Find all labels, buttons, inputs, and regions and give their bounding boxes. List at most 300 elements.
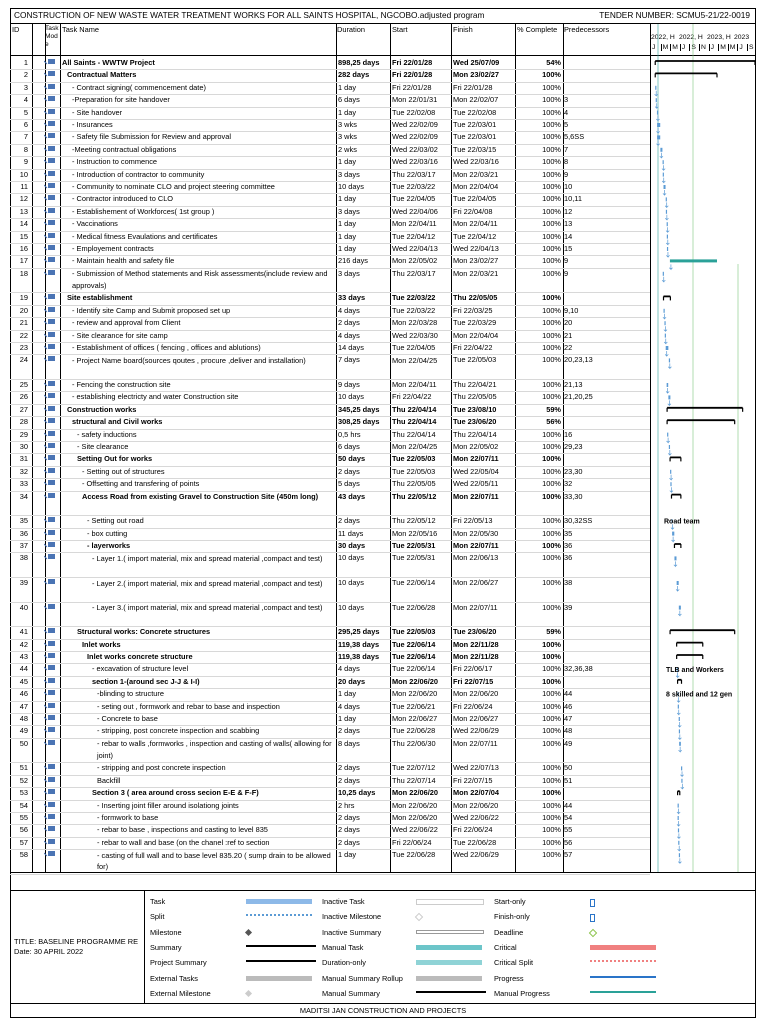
task-row[interactable] xyxy=(10,218,650,231)
link-arrow xyxy=(665,351,668,356)
task-row[interactable] xyxy=(10,639,650,652)
task-predecessors: 44 xyxy=(564,689,573,699)
task-start: Tue 22/05/03 xyxy=(392,627,436,637)
task-row[interactable] xyxy=(10,193,650,206)
task-row[interactable] xyxy=(10,243,650,256)
task-predecessors: 22 xyxy=(564,343,573,352)
task-row[interactable] xyxy=(10,466,650,479)
task-row[interactable] xyxy=(10,255,650,268)
task-start: Tue 22/05/03 xyxy=(392,454,436,464)
task-row[interactable] xyxy=(10,156,650,169)
task-bar[interactable] xyxy=(665,334,666,338)
task-start: Thu 22/03/17 xyxy=(392,268,436,278)
task-mode-icon xyxy=(44,663,60,676)
link-arrow xyxy=(678,846,681,851)
task-duration: 2 days xyxy=(338,775,360,785)
task-name: - Vaccinations xyxy=(72,219,118,229)
task-predecessors: 46 xyxy=(564,701,573,711)
task-row[interactable] xyxy=(10,725,650,738)
task-finish: Mon 22/07/11 xyxy=(453,454,499,464)
task-finish: Mon 22/11/28 xyxy=(453,639,499,649)
task-bar[interactable] xyxy=(667,222,668,226)
task-row[interactable] xyxy=(10,82,650,95)
task-finish: Tue 22/03/01 xyxy=(453,120,497,129)
task-row[interactable] xyxy=(10,169,650,182)
task-id: 26 xyxy=(19,392,28,402)
task-id: 6 xyxy=(23,120,28,129)
task-mode-icon xyxy=(44,491,60,504)
task-row[interactable] xyxy=(10,540,650,553)
task-row[interactable] xyxy=(10,317,650,330)
task-row[interactable] xyxy=(10,701,650,714)
legend-divider xyxy=(144,891,145,1003)
task-row[interactable] xyxy=(10,94,650,107)
task-predecessors: 51 xyxy=(564,775,573,785)
task-bar[interactable] xyxy=(664,185,666,189)
task-name: Setting Out for works xyxy=(77,454,153,464)
task-predecessors: 23,30 xyxy=(564,466,583,476)
task-complete: 100% xyxy=(542,466,561,476)
legend-swatch xyxy=(590,899,595,907)
task-complete: 100% xyxy=(542,788,561,798)
task-row[interactable] xyxy=(10,626,650,639)
task-start: Tue 22/06/14 xyxy=(392,664,436,674)
task-start: Thu 22/04/14 xyxy=(392,429,436,439)
task-row[interactable] xyxy=(10,787,650,800)
task-mode-icon xyxy=(44,453,60,466)
task-finish: Tue 22/03/01 xyxy=(453,132,497,142)
month-tick: J xyxy=(739,44,743,51)
task-mode-icon xyxy=(44,181,60,194)
legend-swatch xyxy=(246,976,312,981)
task-predecessors: 10 xyxy=(564,182,573,191)
task-row[interactable] xyxy=(10,342,650,355)
task-row[interactable] xyxy=(10,144,650,157)
task-bar[interactable] xyxy=(657,111,658,115)
task-mode-icon xyxy=(44,725,60,738)
task-bar[interactable] xyxy=(664,321,665,325)
task-row[interactable] xyxy=(10,552,650,578)
task-duration: 3 days xyxy=(338,169,360,179)
task-mode-icon xyxy=(44,552,60,565)
task-bar[interactable] xyxy=(679,717,680,721)
task-id: 42 xyxy=(19,639,28,649)
task-row[interactable] xyxy=(10,69,650,82)
legend-swatch xyxy=(416,976,482,981)
task-finish: Fri 22/03/25 xyxy=(453,305,493,315)
legend xyxy=(10,890,756,1002)
task-bar[interactable] xyxy=(657,123,660,127)
task-row[interactable] xyxy=(10,800,650,813)
task-mode-icon xyxy=(44,602,60,615)
task-row[interactable] xyxy=(10,515,650,528)
task-name: Site establishment xyxy=(67,293,133,303)
task-start: Mon 22/04/11 xyxy=(392,380,437,389)
task-row[interactable] xyxy=(10,181,650,194)
task-start: Thu 22/05/05 xyxy=(392,479,436,489)
task-id: 4 xyxy=(23,95,28,105)
month-tick: J xyxy=(710,44,714,51)
task-row[interactable] xyxy=(10,849,650,875)
task-duration: 4 days xyxy=(338,664,360,674)
task-name: - formwork to base xyxy=(97,813,159,822)
legend-swatch xyxy=(246,899,312,904)
task-complete: 100% xyxy=(542,107,561,117)
month-tick: M xyxy=(662,44,669,51)
task-finish: Mon 22/06/20 xyxy=(453,800,499,810)
task-name: - Introduction of contractor to community xyxy=(72,169,205,179)
task-predecessors: 55 xyxy=(564,825,573,835)
link-arrow xyxy=(680,771,683,776)
task-name: - Instruction to commence xyxy=(72,157,158,167)
legend-label: Milestone xyxy=(150,927,182,937)
task-bar[interactable] xyxy=(667,383,669,387)
task-row[interactable] xyxy=(10,775,650,788)
legend-label: Critical xyxy=(494,942,517,952)
task-finish: Wed 22/04/13 xyxy=(453,244,499,253)
task-row[interactable] xyxy=(10,206,650,219)
task-mode-icon xyxy=(44,131,60,144)
task-finish: Mon 22/07/11 xyxy=(453,602,498,612)
task-id: 58 xyxy=(19,850,28,860)
task-bar[interactable] xyxy=(672,532,674,536)
task-bar[interactable] xyxy=(663,272,664,276)
task-duration: 43 days xyxy=(338,491,366,501)
task-bar[interactable] xyxy=(678,841,679,845)
task-row[interactable] xyxy=(10,713,650,726)
tender-number: TENDER NUMBER: SCMU5-21/22-0019 xyxy=(599,10,750,20)
task-bar[interactable] xyxy=(656,98,657,102)
task-row[interactable] xyxy=(10,478,650,491)
task-predecessors: 36 xyxy=(564,553,573,563)
task-complete: 100% xyxy=(542,553,561,563)
task-predecessors: 9,10 xyxy=(564,305,579,315)
task-id: 23 xyxy=(19,343,28,352)
task-start: Tue 22/05/31 xyxy=(392,553,436,563)
task-complete: 100% xyxy=(542,541,561,550)
task-start: Tue 22/06/28 xyxy=(392,850,436,860)
task-row[interactable] xyxy=(10,231,650,244)
task-duration: 10 days xyxy=(338,553,364,563)
task-start: Wed 22/04/06 xyxy=(392,206,438,216)
task-bar[interactable] xyxy=(669,358,670,362)
task-name: - Site clearance for site camp xyxy=(72,330,168,340)
task-start: Thu 22/04/14 xyxy=(392,417,437,427)
task-mode-icon xyxy=(44,429,60,442)
task-name: - Site clearance xyxy=(77,442,129,451)
task-duration: 33 days xyxy=(338,293,366,303)
task-bar[interactable] xyxy=(663,160,664,164)
task-id: 51 xyxy=(19,763,28,773)
task-start: Wed 22/06/22 xyxy=(392,825,438,835)
link-arrow xyxy=(678,858,681,863)
task-start: Wed 22/03/02 xyxy=(392,144,438,154)
gantt-resource-label: Road team xyxy=(664,518,700,526)
task-mode-icon xyxy=(44,57,60,70)
task-name: - establishing electricty and water Construction site xyxy=(72,392,239,402)
task-bar[interactable] xyxy=(674,556,676,560)
task-complete: 54% xyxy=(546,58,561,67)
task-name: - seting out , formwork and rebar to base and inspection xyxy=(97,701,280,711)
task-row[interactable] xyxy=(10,404,650,417)
task-id: 13 xyxy=(19,206,28,216)
task-bar[interactable] xyxy=(655,86,656,90)
task-bar[interactable] xyxy=(667,247,668,251)
task-name: Contractual Matters xyxy=(67,70,137,80)
task-id: 8 xyxy=(23,144,28,154)
task-bar[interactable] xyxy=(666,197,667,201)
month-tick: N xyxy=(701,44,706,51)
task-bar[interactable] xyxy=(666,210,667,214)
task-bar[interactable] xyxy=(667,433,668,437)
task-mode-icon xyxy=(44,800,60,813)
link-arrow xyxy=(662,178,665,183)
task-bar[interactable] xyxy=(678,705,679,709)
task-row[interactable] xyxy=(10,305,650,318)
task-bar[interactable] xyxy=(668,395,670,399)
task-start: Tue 22/06/28 xyxy=(392,602,436,612)
task-row[interactable] xyxy=(10,837,650,850)
task-row[interactable] xyxy=(10,292,650,305)
task-finish: Mon 22/06/20 xyxy=(453,689,499,699)
task-bar[interactable] xyxy=(660,148,662,152)
task-mode-icon xyxy=(44,738,60,751)
month-tick: S xyxy=(691,44,696,51)
task-complete: 100% xyxy=(542,194,561,204)
task-start: Fri 22/06/24 xyxy=(392,837,432,847)
task-name: -Meeting contractual obligations xyxy=(72,144,177,154)
task-id: 53 xyxy=(19,788,28,798)
task-name: - rebar to base , inspections and casting to level 835 xyxy=(97,825,268,835)
legend-swatch xyxy=(589,928,597,936)
task-mode-icon xyxy=(44,243,60,256)
task-row[interactable] xyxy=(10,416,650,429)
task-duration: 345,25 days xyxy=(338,404,380,414)
col-start[interactable]: Start xyxy=(392,25,408,34)
col-name[interactable]: Task Name xyxy=(62,25,99,34)
task-id: 32 xyxy=(19,466,28,476)
legend-swatch xyxy=(416,930,484,934)
task-finish: Wed 22/06/29 xyxy=(453,850,499,860)
task-bar[interactable] xyxy=(679,853,680,857)
task-duration: 1 day xyxy=(338,714,357,723)
task-start: Mon 22/05/16 xyxy=(392,528,438,538)
link-arrow xyxy=(666,227,669,232)
legend-label: Manual Progress xyxy=(494,988,550,998)
col-finish[interactable]: Finish xyxy=(453,25,473,34)
task-mode-icon xyxy=(44,701,60,714)
col-pred[interactable]: Predecessors xyxy=(564,25,610,34)
task-duration: 295,25 days xyxy=(338,627,380,637)
task-bar[interactable] xyxy=(678,804,679,808)
task-finish: Tue 22/05/03 xyxy=(453,355,497,365)
month-tick: M xyxy=(729,44,736,51)
task-bar[interactable] xyxy=(679,606,681,610)
task-duration: 8 days xyxy=(338,738,360,748)
task-name: - layerworks xyxy=(87,541,131,550)
task-id: 43 xyxy=(19,652,28,661)
task-row[interactable] xyxy=(10,453,650,466)
link-arrow xyxy=(672,537,675,542)
task-name: Section 3 ( area around cross secion E-E & F-F) xyxy=(92,788,259,798)
month-tick: J xyxy=(652,44,656,51)
col-duration[interactable]: Duration xyxy=(337,25,365,34)
task-mode-icon xyxy=(44,107,60,120)
link-arrow xyxy=(677,821,680,826)
task-row[interactable] xyxy=(10,824,650,837)
task-bar[interactable] xyxy=(670,482,671,486)
task-bar[interactable] xyxy=(666,346,669,350)
task-row[interactable] xyxy=(10,528,650,541)
link-arrow xyxy=(669,475,672,480)
task-row[interactable] xyxy=(10,268,650,294)
task-row[interactable] xyxy=(10,131,650,144)
task-finish: Fri 22/06/24 xyxy=(453,825,493,835)
task-name: Construction works xyxy=(67,404,137,414)
task-row[interactable] xyxy=(10,429,650,442)
task-id: 12 xyxy=(19,194,28,204)
task-duration: 2 days xyxy=(338,516,360,526)
task-bar[interactable] xyxy=(678,828,679,832)
task-name: - Maintain health and safety file xyxy=(72,256,175,266)
task-start: Fri 22/01/28 xyxy=(392,82,432,92)
task-mode-icon xyxy=(44,515,60,528)
task-predecessors: 32 xyxy=(564,479,573,489)
task-complete: 100% xyxy=(542,392,561,402)
task-finish: Mon 22/06/27 xyxy=(453,714,499,723)
link-arrow xyxy=(662,277,665,282)
task-row[interactable] xyxy=(10,651,650,664)
task-duration: 1 day xyxy=(338,219,357,229)
task-bar[interactable] xyxy=(669,445,670,449)
task-bar[interactable] xyxy=(670,470,671,474)
task-id: 33 xyxy=(19,479,28,489)
task-id: 5 xyxy=(23,107,28,117)
task-complete: 100% xyxy=(542,850,561,860)
task-row[interactable] xyxy=(10,602,650,628)
task-bar[interactable] xyxy=(678,816,679,820)
task-name: -blinding to structure xyxy=(97,689,164,699)
task-id: 22 xyxy=(19,330,28,340)
task-complete: 100% xyxy=(542,256,561,266)
task-row[interactable] xyxy=(10,738,650,764)
link-arrow xyxy=(678,734,681,739)
task-row[interactable] xyxy=(10,379,650,392)
task-mode-icon xyxy=(44,713,60,726)
task-bar[interactable] xyxy=(670,259,717,262)
legend-label: Task xyxy=(150,897,166,906)
task-complete: 100% xyxy=(542,330,561,340)
task-row[interactable] xyxy=(10,676,650,689)
task-row[interactable] xyxy=(10,663,650,676)
task-name: - review and approval from Client xyxy=(72,318,181,328)
task-row[interactable] xyxy=(10,57,650,70)
task-mode-icon xyxy=(44,94,60,107)
legend-label: Manual Summary Rollup xyxy=(322,973,403,983)
task-name: - Concrete to base xyxy=(97,714,158,723)
task-predecessors: 38 xyxy=(564,578,573,587)
task-duration: 11 days xyxy=(338,528,364,538)
task-duration: 10 days xyxy=(338,182,364,191)
task-bar[interactable] xyxy=(657,135,660,139)
task-name: - box cutting xyxy=(87,528,128,538)
task-name: Access Road from existing Gravel to Construction Site (450m long) xyxy=(82,492,319,502)
task-finish: Mon 22/07/11 xyxy=(453,738,498,748)
task-mode-icon xyxy=(44,218,60,231)
task-bar[interactable] xyxy=(667,235,668,239)
task-duration: 1 day xyxy=(338,82,357,92)
task-id: 30 xyxy=(19,442,28,451)
task-id: 54 xyxy=(19,800,28,810)
task-complete: 100% xyxy=(542,763,561,773)
task-row[interactable] xyxy=(10,119,650,132)
task-row[interactable] xyxy=(10,688,650,701)
legend-label: Summary xyxy=(150,942,182,952)
task-finish: Tue 23/06/20 xyxy=(453,627,497,637)
task-mode-icon xyxy=(44,82,60,95)
task-finish: Tue 23/08/10 xyxy=(453,404,497,414)
task-bar[interactable] xyxy=(663,173,664,177)
col-pct[interactable]: % Complete xyxy=(517,25,558,34)
task-bar[interactable] xyxy=(681,779,682,783)
task-duration: 10 days xyxy=(338,392,364,402)
task-complete: 100% xyxy=(542,231,561,241)
task-complete: 100% xyxy=(542,169,561,179)
task-row[interactable] xyxy=(10,441,650,454)
task-complete: 100% xyxy=(542,120,561,129)
task-id: 29 xyxy=(19,429,28,439)
task-finish: Mon 22/04/04 xyxy=(453,182,499,191)
task-name: Inlet works concrete structure xyxy=(87,652,193,661)
col-id[interactable]: ID xyxy=(12,25,20,34)
link-arrow xyxy=(656,116,659,121)
task-name: - Site handover xyxy=(72,107,123,117)
task-bar[interactable] xyxy=(679,742,681,746)
task-bar[interactable] xyxy=(679,729,680,733)
task-bar[interactable] xyxy=(681,766,682,770)
link-arrow xyxy=(660,153,663,158)
task-row[interactable] xyxy=(10,762,650,775)
task-row[interactable] xyxy=(10,491,650,517)
task-complete: 100% xyxy=(542,738,561,748)
task-complete: 100% xyxy=(542,95,561,105)
task-id: 48 xyxy=(19,714,28,723)
task-row[interactable] xyxy=(10,107,650,120)
task-predecessors: 49 xyxy=(564,738,573,748)
task-row[interactable] xyxy=(10,812,650,825)
task-row[interactable] xyxy=(10,577,650,603)
col-mode[interactable]: Task Mode xyxy=(45,25,59,48)
legend-label: Progress xyxy=(494,973,524,983)
task-name: - safety inductions xyxy=(77,429,137,439)
link-arrow xyxy=(666,252,669,257)
task-mode-icon xyxy=(44,416,60,429)
task-duration: 30 days xyxy=(338,541,366,550)
task-row[interactable] xyxy=(10,330,650,343)
task-duration: 1 day xyxy=(338,244,357,253)
task-id: 1 xyxy=(23,58,28,67)
link-arrow xyxy=(676,586,679,591)
year-1: 2022, H xyxy=(651,34,675,41)
task-mode-icon xyxy=(44,144,60,157)
task-row[interactable] xyxy=(10,354,650,380)
legend-date: Date: 30 APRIL 2022 xyxy=(14,947,84,956)
task-complete: 100% xyxy=(542,602,561,612)
task-row[interactable] xyxy=(10,391,650,404)
task-start: Thu 22/07/14 xyxy=(392,775,436,785)
task-bar[interactable] xyxy=(664,309,665,313)
task-bar[interactable] xyxy=(677,581,679,585)
